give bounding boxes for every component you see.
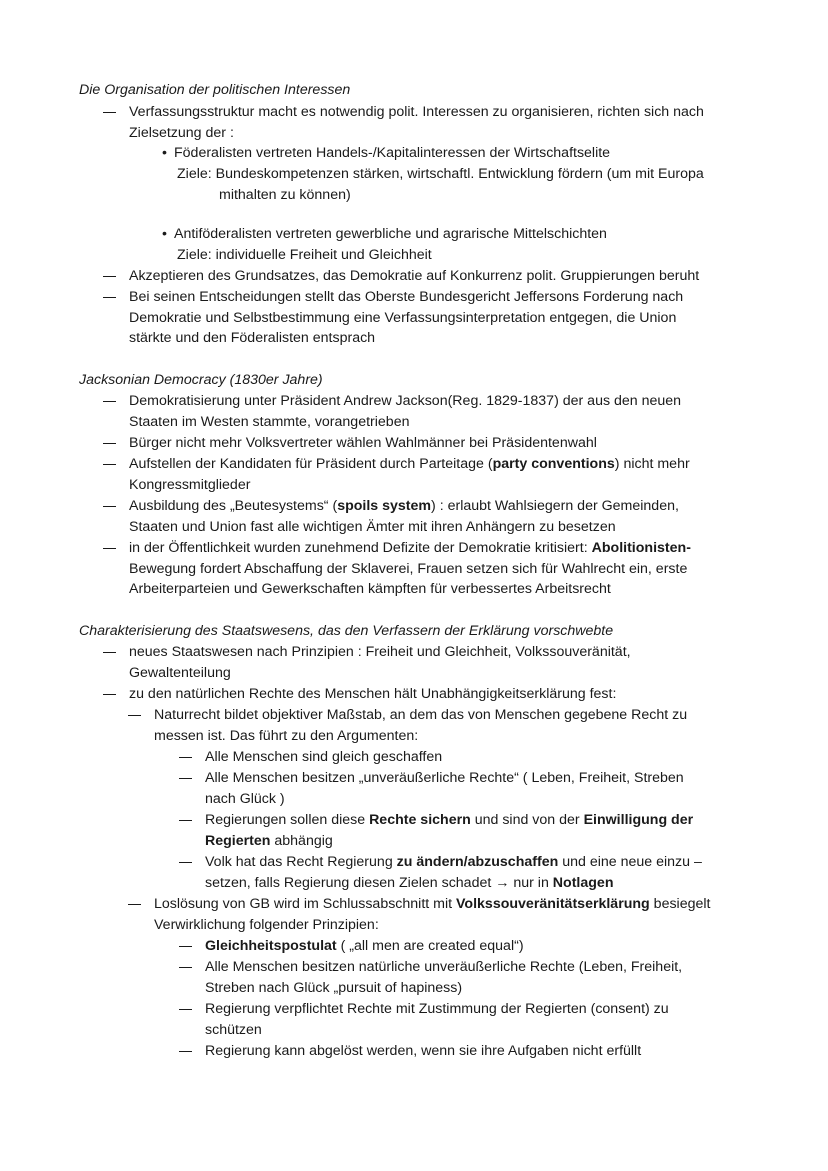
dash-bullet: [103, 433, 116, 454]
principle-abloesung: Regierung kann abgelöst werden, wenn sie ihre Aufgaben nicht erfüllt: [205, 1043, 642, 1059]
dash-bullet: [179, 936, 192, 957]
dash-bullet: [179, 768, 192, 789]
dash-bullet: [179, 747, 192, 768]
bullet-antifoederalisten: Antiföderalisten vertreten gewerbliche und agrarische Mittelschichten: [174, 226, 607, 242]
bullet-buerger: Bürger nicht mehr Volksvertreter wählen Wahlmänner bei Präsidentenwahl: [129, 435, 597, 451]
argument-unveraeusserliche-rechte: Alle Menschen besitzen „unveräußerliche Rechte“ ( Leben, Freiheit, Streben nach Glück ): [205, 770, 684, 807]
dash-bullet: [103, 684, 116, 705]
principle-gleichheitspostulat: Gleichheitspostulat ( „all men are created equal“): [205, 938, 524, 954]
dash-bullet: [179, 852, 192, 873]
dash-bullet: [179, 999, 192, 1020]
dash-bullet: [128, 705, 141, 726]
principle-consent: Regierung verpflichtet Rechte mit Zustimmung der Regierten (consent) zu schützen: [205, 1001, 669, 1038]
heading-charakterisierung: Charakterisierung des Staatswesens, das den Verfassern der Erklärung vorschwebte: [79, 623, 614, 639]
bullet-neues-staatswesen: neues Staatswesen nach Prinzipien : Freiheit und Gleichheit, Volkssouveränität, Gewaltenteilung: [129, 644, 631, 681]
dash-bullet: [103, 642, 116, 663]
bullet-bundesgericht: Bei seinen Entscheidungen stellt das Oberste Bundesgericht Jeffersons Forderung nach Demokratie und Selbstbestimmung eine Verfassungsinterpretation entgegen, die Union stärkte und den Föderalisten entsprach: [129, 289, 684, 347]
dash-bullet: [103, 266, 116, 287]
dot-bullet: [162, 143, 167, 164]
bullet-beutesystem: Ausbildung des „Beutesystems“ (spoils system) : erlaubt Wahlsiegern der Gemeinden, Staaten und Union fast alle wichtigen Ämter mit ihren Anhängern zu besetzen: [129, 498, 679, 535]
antifoederalisten-ziele: Ziele: individuelle Freiheit und Gleichheit: [177, 247, 432, 263]
dash-bullet: [103, 287, 116, 308]
argument-rechte-sichern: Regierungen sollen diese Rechte sichern und sind von der Einwilligung der Regierten abhängig: [205, 812, 694, 849]
bullet-verfassungsstruktur: Verfassungsstruktur macht es notwendig polit. Interessen zu organisieren, richten sich nach Zielsetzung der :: [129, 104, 704, 141]
bullet-parteitage: Aufstellen der Kandidaten für Präsident durch Parteitage (party conventions) nicht mehr Kongressmitglieder: [129, 456, 690, 493]
dash-bullet: [179, 810, 192, 831]
argument-gleich-geschaffen: Alle Menschen sind gleich geschaffen: [205, 749, 443, 765]
dash-bullet: [103, 102, 116, 123]
subbullet-naturrecht: Naturrecht bildet objektiver Maßstab, an dem das von Menschen gegebene Recht zu messen ist. Das führt zu den Argumenten:: [154, 707, 688, 744]
bullet-demokratisierung: Demokratisierung unter Präsident Andrew Jackson(Reg. 1829-1837) der aus den neuen Staaten im Westen stammte, vorangetrieben: [129, 393, 682, 430]
bullet-oeffentlichkeit: in der Öffentlichkeit wurden zunehmend Defizite der Demokratie kritisiert: Abolitionisten- Bewegung fordert Abschaffung der Sklaverei, Frauen setzen sich für Wahlrecht ein, erste Arbeiterparteien und Gewerkschaften kämpften für verbessertes Arbeitsrecht: [129, 540, 691, 598]
heading-jacksonian: Jacksonian Democracy (1830er Jahre): [79, 372, 323, 388]
dot-bullet: [162, 224, 167, 245]
argument-regierung-aendern: Volk hat das Recht Regierung zu ändern/abzuschaffen und eine neue einzu – setzen, falls Regierung diesen Zielen schadet → nur in Notlagen: [205, 854, 702, 891]
bullet-natuerliche-rechte: zu den natürlichen Rechte des Menschen hält Unabhängigkeitserklärung fest:: [129, 686, 617, 702]
heading-organisation: Die Organisation der politischen Interessen: [79, 82, 351, 98]
dash-bullet: [179, 957, 192, 978]
dash-bullet: [103, 496, 116, 517]
dash-bullet: [103, 391, 116, 412]
bullet-grundsatz: Akzeptieren des Grundsatzes, das Demokratie auf Konkurrenz polit. Gruppierungen beruht: [129, 268, 700, 284]
dash-bullet: [103, 454, 116, 475]
subbullet-losloesung: Loslösung von GB wird im Schlussabschnitt mit Volkssouveränitätserklärung besiegelt Verwirklichung folgender Prinzipien:: [154, 896, 711, 933]
principle-natuerliche-rechte: Alle Menschen besitzen natürliche unveräußerliche Rechte (Leben, Freiheit, Streben nach Glück „pursuit of hapiness): [205, 959, 683, 996]
dash-bullet: [103, 538, 116, 559]
foederalisten-ziele: Ziele: Bundeskompetenzen stärken, wirtschaftl. Entwicklung fördern (um mit Europa mithalten zu können): [177, 166, 704, 203]
bullet-foederalisten: Föderalisten vertreten Handels-/Kapitalinteressen der Wirtschaftselite: [174, 145, 611, 161]
dash-bullet: [179, 1041, 192, 1062]
dash-bullet: [128, 894, 141, 915]
